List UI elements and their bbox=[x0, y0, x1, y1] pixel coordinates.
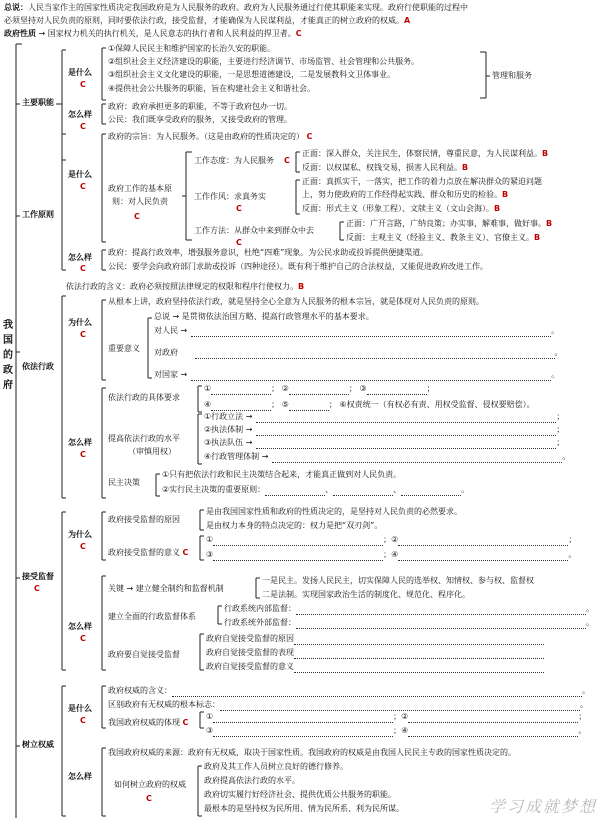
s5-build-mark: C bbox=[146, 794, 152, 803]
s3-how-mark: C bbox=[80, 450, 86, 459]
s3-req-1: ① bbox=[204, 384, 212, 393]
s3-req-row-2: ④ ； ⑤ ； ⑥权责统一（有权必有责、用权受监督、侵权要赔偿）。 bbox=[204, 400, 535, 409]
s3-to-people: 对人民 → 。 bbox=[154, 326, 560, 335]
section-lawful-label: 依法行政 bbox=[22, 362, 54, 371]
s4-why-mark: C bbox=[80, 542, 86, 551]
s5-how-label: 怎么样 bbox=[68, 772, 92, 781]
intro-line-2 bbox=[4, 16, 410, 27]
s4-meaning-row-2: ③ ；④ 。 bbox=[206, 550, 577, 559]
s5-build-3: 政府切实履行好经济社会、提供优质公共服务的职能。 bbox=[204, 790, 396, 799]
s2-how-2: 公民：要学会向政府部门求助或投诉（四种途径）。既有利于维护自己的合法权益，又能促进政府改进工作。 bbox=[108, 262, 488, 271]
s5-embody-4: ④ bbox=[401, 726, 409, 735]
s2-met-pos-mark: B bbox=[546, 219, 553, 228]
s2-attitude-mark: C bbox=[284, 156, 290, 165]
s3-req-1-blank[interactable] bbox=[211, 386, 271, 395]
s2-sty-neg-mark: B bbox=[494, 204, 501, 213]
s1-function-2: ②组织社会主义经济建设的职能，主要进行经济调节、市场监管、社会管理和公共服务。 bbox=[108, 57, 420, 66]
s2-purpose-text: 政府的宗旨：为人民服务。（这是由政府的性质决定的） bbox=[108, 132, 304, 141]
s2-attitude-text: 工作态度：为人民服务 bbox=[194, 156, 274, 165]
s5-standard-blank[interactable] bbox=[220, 702, 580, 711]
s3-to-people-text: 对人民 → bbox=[154, 326, 188, 335]
intro-text-2: 必须坚持对人民负责的原则，同时要依法行政，接受监督，才能确保为人民谋利益，才能真正的树立政府的权威。 bbox=[4, 16, 404, 25]
s4-key: 关键 → 建立健全制约和监督机制 bbox=[108, 584, 224, 593]
s2-method-text: 工作方法：从群众中来到群众中去 bbox=[194, 226, 314, 235]
s2-sty-neg bbox=[302, 204, 500, 215]
s3-to-gov: 对政府 。 bbox=[154, 348, 563, 357]
s2-method bbox=[194, 226, 314, 237]
s2-met-neg-text: 反面：主观主义（经验主义、教条主义）、官僚主义。 bbox=[346, 233, 534, 242]
s3-req-4: ④ bbox=[204, 400, 212, 409]
s4-self-label: 政府要自觉接受监督 bbox=[108, 650, 180, 659]
s3-req-6: ⑥权责统一（有权必有责、用权受监督、侵权要赔偿）。 bbox=[339, 400, 535, 409]
s5-source: 我国政府权威的来源：政府有无权威，取决于国家性质。我国政府的权威是由我国人民民主专政的国家性质决定的。 bbox=[108, 748, 516, 757]
s2-att-pos-text: 正面：深入群众，关注民生，体察民情，尊重民意，为人民谋利益。 bbox=[302, 149, 542, 158]
s5-build-2: 政府提高依法行政的水平。 bbox=[204, 776, 300, 785]
s3-dem-2-text: ②实行民主决策的重要原则： bbox=[162, 485, 266, 494]
s5-build-1: 政府及其工作人员树立良好的德行修养。 bbox=[204, 762, 348, 771]
s3-req-2: ② bbox=[281, 384, 289, 393]
s4-self-3-blank[interactable] bbox=[294, 664, 544, 673]
s3-overall: 总说 → 是贯彻依法治国方略、提高行政管理水平的基本要求。 bbox=[154, 312, 374, 321]
s3-req-3: ③ bbox=[359, 384, 367, 393]
s4-meaning-mark: C bbox=[182, 548, 189, 557]
s3-def-mark: B bbox=[298, 282, 305, 291]
s2-purpose-mark: C bbox=[306, 132, 313, 141]
s5-meaning-text: 政府权威的含义： bbox=[108, 686, 172, 695]
s4-self-1 bbox=[206, 634, 544, 645]
s1-what-mark: C bbox=[80, 80, 86, 89]
s1-how-mark: C bbox=[80, 122, 86, 131]
s3-basis: 从根本上讲，政府坚持依法行政，就是坚持全心全意为人民服务的根本宗旨，就是体现对人民负责的原则。 bbox=[108, 297, 484, 306]
s3-democratic: 民主决策 bbox=[108, 478, 140, 487]
s4-self-2-text: 政府自觉接受监督的表现 bbox=[206, 648, 294, 657]
s4-key-2: 二是法制。实现国家政治生活的制度化、规范化、程序化。 bbox=[262, 590, 470, 599]
page-title: 我国的政府 bbox=[3, 320, 13, 391]
s5-standard-text: 区别政府有无权威的根本标志： bbox=[108, 700, 220, 709]
s3-def-text: 依法行政的含义：政府必须按照法律规定的权限和程序行使权力。 bbox=[66, 282, 298, 291]
s3-raise-4-text: ④行政管理体制 → bbox=[204, 452, 269, 461]
s1-function-4: ④提供社会公共服务的职能，旨在构建社会主义和谐社会。 bbox=[108, 84, 316, 93]
s4-meaning-4-blank[interactable] bbox=[398, 552, 568, 561]
s4-how-mark: C bbox=[80, 634, 86, 643]
s2-sty-pos-2-text: 上，努力使政府的工作经得起实践、群众和历史的检验。 bbox=[302, 190, 502, 199]
s4-meaning-2: ② bbox=[391, 535, 399, 544]
s3-raise-2-blank[interactable] bbox=[256, 427, 556, 436]
s5-embody-row-1: ① ；② ； bbox=[206, 712, 587, 721]
s5-embody-1: ① bbox=[206, 712, 214, 721]
s4-meaning-2-blank[interactable] bbox=[398, 537, 568, 546]
section-principles-label: 工作原则 bbox=[22, 210, 54, 219]
intro-lead-3: 政府性质 bbox=[4, 29, 36, 38]
s3-raise-4: ④行政管理体制 → 。 bbox=[204, 452, 571, 461]
s3-to-people-blank[interactable] bbox=[191, 328, 551, 337]
s4-self-1-blank[interactable] bbox=[294, 636, 544, 645]
s3-raise-3-text: ③执法队伍 → bbox=[204, 438, 253, 447]
s5-embody bbox=[108, 718, 188, 729]
s2-met-neg-mark: B bbox=[534, 233, 541, 242]
s1-right-label: 管理和服务 bbox=[492, 71, 532, 80]
s2-att-neg-text: 反面：以权谋私、权钱交易，损害人民利益。 bbox=[302, 163, 462, 172]
s3-dem-2-blank-3[interactable] bbox=[401, 487, 461, 496]
s5-embody-row-2: ③ ；④ 。 bbox=[206, 726, 587, 735]
s4-meaning-3-blank[interactable] bbox=[213, 552, 383, 561]
s3-to-country-blank[interactable] bbox=[191, 372, 551, 381]
s5-what-mark: C bbox=[80, 716, 86, 725]
s4-meaning-text: 政府接受监督的意义 bbox=[108, 548, 180, 557]
intro-text-1: 人民当家作主的国家性质决定我国政府是为人民服务的政府。政府为人民服务通过行使其职能来实现。政府行使职能的过程中 bbox=[28, 3, 468, 12]
s3-req-2-blank[interactable] bbox=[289, 386, 349, 395]
section-supervision-label: 接受监督 bbox=[22, 572, 54, 581]
s1-what-label: 是什么 bbox=[68, 68, 92, 77]
section-functions-label: 主要职能 bbox=[22, 98, 54, 107]
s5-meaning: 政府权威的含义： 。 bbox=[108, 686, 590, 695]
s1-function-1: ①保障人民民主和维护国家的长治久安的职能。 bbox=[108, 44, 276, 53]
s3-to-gov-text: 对政府 bbox=[154, 348, 178, 357]
s2-principle-2: 则：对人民负责 bbox=[112, 197, 168, 206]
s2-sty-pos-1: 正面：真抓实干，一落实，把工作的着力点放在解决群众的紧迫问题 bbox=[302, 177, 542, 186]
section-authority-label: 树立权威 bbox=[22, 740, 54, 749]
intro-mark-3: C bbox=[295, 29, 302, 38]
s4-meaning-label bbox=[108, 548, 188, 559]
s3-req-5: ⑤ bbox=[281, 400, 289, 409]
s3-raise-1-text: ①行政立法 → bbox=[204, 412, 253, 421]
s2-met-neg bbox=[346, 233, 540, 244]
s4-self-1-text: 政府自觉接受监督的原因 bbox=[206, 634, 294, 643]
s2-sty-pos-2 bbox=[302, 190, 508, 201]
s3-req-3-blank[interactable] bbox=[367, 386, 427, 395]
s3-how-label: 怎么样 bbox=[68, 438, 92, 447]
s3-raise-1: ①行政立法 → ； bbox=[204, 412, 565, 421]
s3-req-row-1: ① ； ② ； ③ ； bbox=[204, 384, 435, 393]
s3-raise: 提高依法行政的水平 bbox=[108, 434, 180, 443]
s2-principle-1: 政府工作的基本原 bbox=[108, 184, 172, 193]
s2-what-mark: C bbox=[80, 182, 86, 191]
s5-embody-2: ② bbox=[401, 712, 409, 721]
s5-meaning-blank[interactable] bbox=[172, 688, 582, 697]
s2-style bbox=[194, 192, 266, 203]
s2-met-pos bbox=[346, 219, 552, 230]
s3-dem-2-blank-1[interactable] bbox=[265, 487, 325, 496]
s5-build-label: 如何树立政府的权威 bbox=[114, 780, 186, 789]
s4-meaning-1: ① bbox=[206, 535, 214, 544]
s5-embody-text: 我国政府权威的体现 bbox=[108, 718, 180, 727]
s2-purpose bbox=[108, 132, 312, 143]
s2-att-pos-mark: B bbox=[542, 149, 549, 158]
s4-sys-out-text: 行政系统外部监督： bbox=[224, 618, 296, 627]
s4-self-3 bbox=[206, 662, 544, 673]
s3-raise-2-text: ②执法体制 → bbox=[204, 425, 253, 434]
s5-embody-3: ③ bbox=[206, 726, 214, 735]
s2-attitude bbox=[194, 156, 290, 167]
s5-standard: 区别政府有无权威的根本标志： 。 bbox=[108, 700, 588, 709]
s3-req-5-blank[interactable] bbox=[289, 402, 329, 411]
s3-to-gov-blank[interactable] bbox=[195, 350, 555, 359]
s2-how-mark: C bbox=[80, 264, 86, 273]
s4-meaning-row-1: ① ；② ； bbox=[206, 535, 577, 544]
s2-att-pos bbox=[302, 149, 548, 160]
s1-how-label: 怎么样 bbox=[68, 110, 92, 119]
s2-what-label: 是什么 bbox=[68, 170, 92, 179]
s2-how-label: 怎么样 bbox=[68, 253, 92, 262]
s2-sty-neg-text: 反面：形式主义（形象工程）、文牍主义（文山会海）。 bbox=[302, 204, 494, 213]
s3-to-country-text: 对国家 → bbox=[154, 370, 188, 379]
s4-sys-in: 行政系统内部监督： 。 bbox=[224, 604, 594, 613]
s1-how-2: 公民：我们既享受政府的服务，又接受政府的管理。 bbox=[108, 115, 292, 124]
s2-style-mark: C bbox=[236, 204, 242, 213]
s2-principle-mark: C bbox=[134, 212, 140, 221]
s4-how-label: 怎么样 bbox=[68, 622, 92, 631]
s4-self-3-text: 政府自觉接受监督的意义 bbox=[206, 662, 294, 671]
s4-sys-in-blank[interactable] bbox=[296, 606, 586, 615]
s4-self-2 bbox=[206, 648, 544, 659]
s3-raise-sub: （审慎用权） bbox=[128, 447, 176, 456]
s1-function-3: ③组织社会主义文化建设的职能，一是思想道德建设，二是发展教科文卫体事业。 bbox=[108, 70, 396, 79]
s3-why-mark: C bbox=[80, 330, 86, 339]
s4-meaning-4: ④ bbox=[391, 550, 399, 559]
s3-importance: 重要意义 bbox=[108, 344, 140, 353]
s4-reason-label: 政府接受监督的原因 bbox=[108, 515, 180, 524]
s4-meaning-3: ③ bbox=[206, 550, 214, 559]
intro-text-3: → 国家权力机关的执行机关，是人民意志的执行者和人民利益的捍卫者。 bbox=[38, 29, 296, 38]
s5-embody-2-blank[interactable] bbox=[408, 714, 578, 723]
s5-build-4: 最根本的是坚持权为民所用、情为民所系、利为民所谋。 bbox=[204, 804, 404, 813]
s3-why-label: 为什么 bbox=[68, 318, 92, 327]
s3-raise-1-blank[interactable] bbox=[256, 414, 556, 423]
s3-dem-2: ②实行民主决策的重要原则： 、 、 。 bbox=[162, 485, 470, 494]
s4-sys-in-text: 行政系统内部监督： bbox=[224, 604, 296, 613]
s3-dem-2-blank-2[interactable] bbox=[333, 487, 393, 496]
s2-att-neg-mark: B bbox=[462, 163, 469, 172]
s3-raise-2: ②执法体制 → ； bbox=[204, 425, 565, 434]
s5-what-label: 是什么 bbox=[68, 704, 92, 713]
s5-embody-1-blank[interactable] bbox=[213, 714, 393, 723]
intro-lead: 总说： bbox=[4, 3, 28, 12]
s4-reason-1: 是由我国国家性质和政府的性质决定的，是坚持对人民负责的必然要求。 bbox=[206, 507, 462, 516]
s4-sys-out: 行政系统外部监督： 。 bbox=[224, 618, 594, 627]
watermark: 学习成就梦想 bbox=[488, 797, 597, 817]
s2-att-neg bbox=[302, 163, 468, 174]
s4-meaning-1-blank[interactable] bbox=[213, 537, 383, 546]
s3-raise-4-blank[interactable] bbox=[272, 454, 562, 463]
s2-style-text: 工作作风：求真务实 bbox=[194, 192, 266, 201]
s3-raise-3: ③执法队伍 → ； bbox=[204, 438, 565, 447]
s3-dem-1: ①只有把依法行政和民主决策结合起来，才能真正做到对人民负责。 bbox=[162, 470, 402, 479]
s3-req-4-blank[interactable] bbox=[211, 402, 271, 411]
s4-self-2-blank[interactable] bbox=[294, 650, 544, 659]
intro-mark-2: A bbox=[404, 16, 411, 25]
s2-sty-pos-mark: B bbox=[502, 190, 509, 199]
s3-to-country: 对国家 → 。 bbox=[154, 370, 560, 379]
s3-raise-3-blank[interactable] bbox=[256, 440, 556, 449]
intro-line-1 bbox=[4, 3, 468, 14]
s5-embody-3-blank[interactable] bbox=[213, 728, 393, 737]
s4-label-mark: C bbox=[34, 584, 40, 593]
s5-embody-mark: C bbox=[182, 718, 189, 727]
s3-def bbox=[66, 282, 304, 293]
s4-sys-out-blank[interactable] bbox=[296, 620, 586, 629]
s2-method-mark: C bbox=[236, 238, 242, 247]
s1-how-1: 政府：政府承担更多的职能，不等于政府包办一切。 bbox=[108, 102, 292, 111]
s4-reason-2: 是由权力本身的特点决定的：权力是把“双刃剑”。 bbox=[206, 521, 383, 530]
s3-requirements: 依法行政的具体要求 bbox=[108, 393, 180, 402]
s5-embody-4-blank[interactable] bbox=[408, 728, 578, 737]
s4-system: 建立全面的行政监督体系 bbox=[108, 612, 196, 621]
s2-how-1: 政府：提高行政效率，增强服务意识，杜绝“四难”现象。为公民求助或投诉提供便捷渠道。 bbox=[108, 248, 429, 257]
s4-why-label: 为什么 bbox=[68, 530, 92, 539]
s4-key-1: 一是民主。发扬人民民主，切实保障人民的选举权、知情权、参与权、监督权 bbox=[262, 576, 534, 585]
s2-met-pos-text: 正面：广开言路，广纳良策；办实事，解难事，做好事。 bbox=[346, 219, 546, 228]
intro-line-3 bbox=[4, 29, 302, 40]
